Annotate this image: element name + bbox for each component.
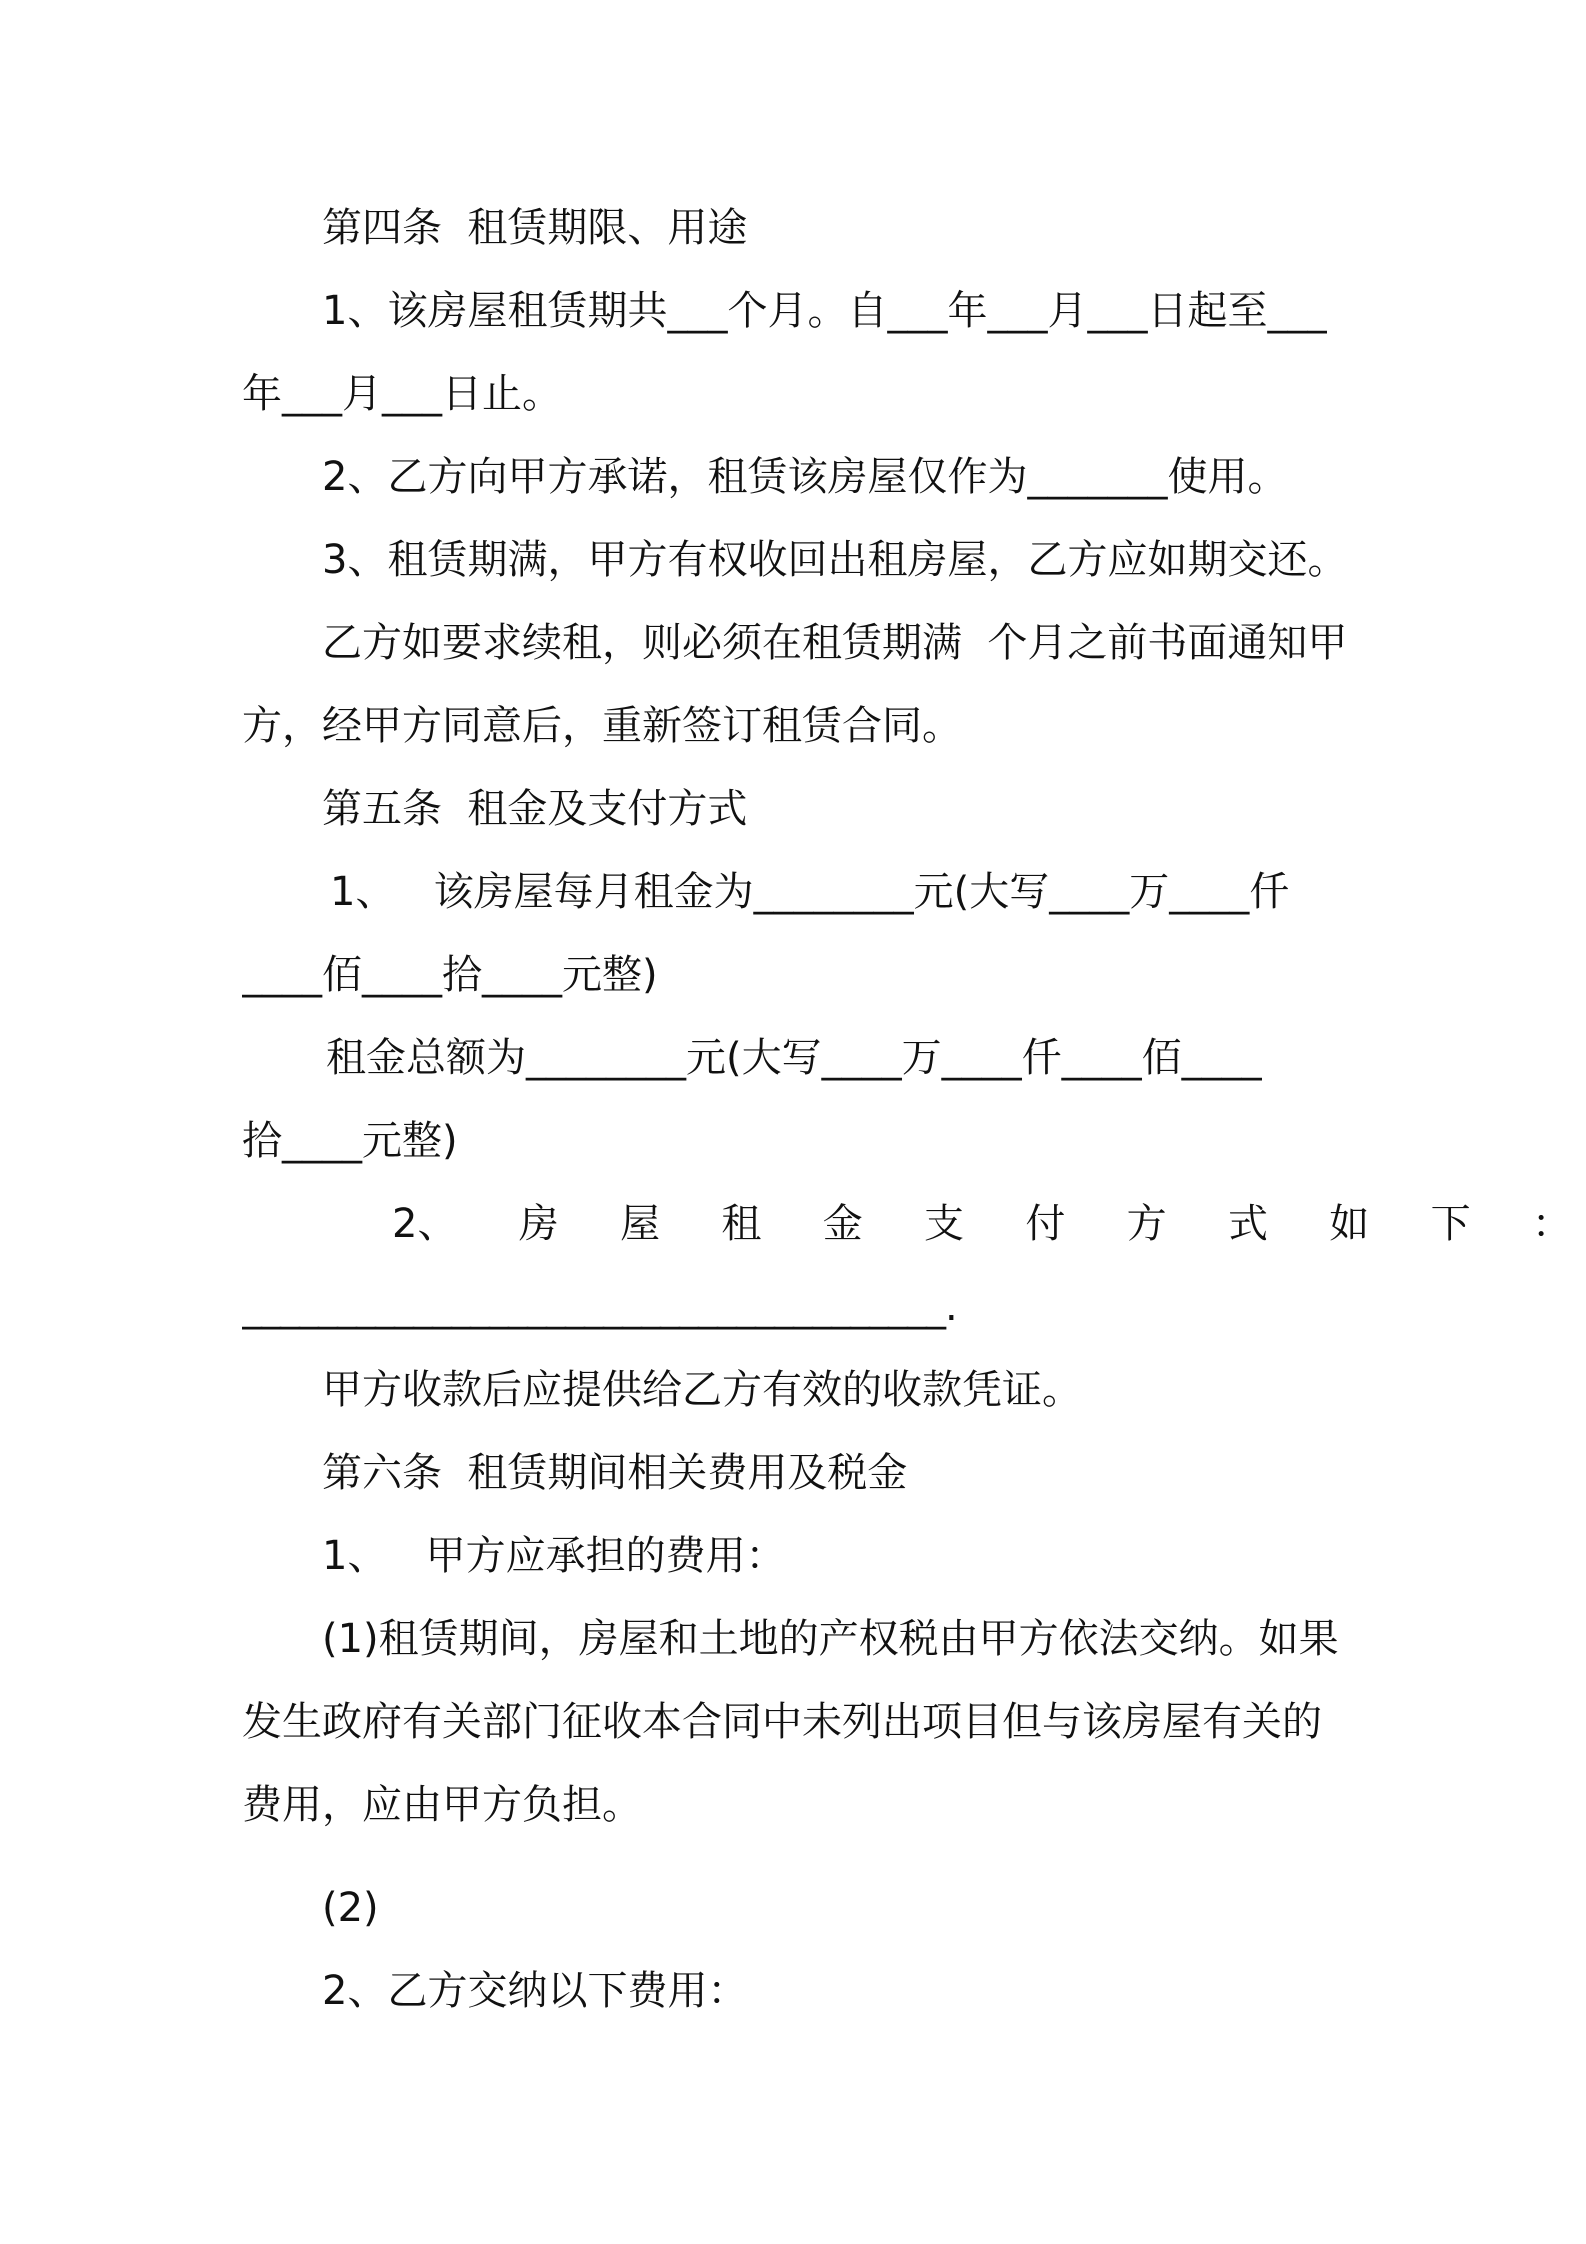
payment-method-char: 金	[822, 1201, 863, 1247]
clause-6-1: 1、 甲方应承担的费用：	[322, 1533, 786, 1579]
payment-method-line	[242, 1196, 1572, 1252]
clause-4-1-line-1: 1、该房屋租赁期共___个月。自___年___月___日起至___	[322, 288, 1328, 334]
total-rent-line-2: 拾____元整)	[242, 1118, 458, 1164]
clause-6-1-1-line-1: (1)租赁期间，房屋和土地的产权税由甲方依法交纳。如果	[322, 1616, 1339, 1662]
payment-method-char: 式	[1227, 1201, 1268, 1247]
receipt-clause: 甲方收款后应提供给乙方有效的收款凭证。	[322, 1367, 1082, 1413]
monthly-rent-line-2: ____佰____拾____元整)	[242, 952, 658, 998]
clause-6-2: 2、乙方交纳以下费用：	[322, 1968, 748, 2014]
payment-method-char: 租	[721, 1201, 762, 1247]
clause-4-2: 2、乙方向甲方承诺，租赁该房屋仅作为_______使用。	[322, 454, 1288, 500]
payment-method-blank: _____________________________________.	[242, 1284, 957, 1330]
payment-method-char: 屋	[620, 1201, 661, 1247]
clause-4-1-line-2: 年___月___日止。	[242, 371, 562, 417]
clause-6-1-1-line-3: 费用，应由甲方负担。	[242, 1782, 642, 1828]
payment-method-char: 下	[1430, 1201, 1471, 1247]
article-4-heading: 第四条 租赁期限、用途	[322, 205, 748, 251]
clause-6-1-2: (2)	[322, 1885, 379, 1931]
payment-method-char: 支	[924, 1201, 965, 1247]
payment-method-char: 房	[518, 1201, 559, 1247]
renewal-notice-line-2: 方，经甲方同意后，重新签订租赁合同。	[242, 703, 962, 749]
payment-method-char: 2、	[392, 1201, 458, 1247]
total-rent-line-1: 租金总额为________元(大写____万____仟____佰____	[326, 1035, 1262, 1081]
renewal-notice-line-1: 乙方如要求续租，则必须在租赁期满 个月之前书面通知甲	[322, 620, 1348, 666]
payment-method-char: ：	[1531, 1201, 1572, 1247]
payment-method-char: 如	[1329, 1201, 1370, 1247]
clause-6-1-1-line-2: 发生政府有关部门征收本合同中未列出项目但与该房屋有关的	[242, 1699, 1322, 1745]
payment-method-char: 付	[1025, 1201, 1066, 1247]
article-5-heading: 第五条 租金及支付方式	[322, 786, 748, 832]
article-6-heading: 第六条 租赁期间相关费用及税金	[322, 1450, 908, 1496]
clause-4-3: 3、租赁期满，甲方有权收回出租房屋，乙方应如期交还。	[322, 537, 1348, 583]
payment-method-char: 方	[1126, 1201, 1167, 1247]
monthly-rent-line-1: 1、 该房屋每月租金为________元(大写____万____仟	[330, 869, 1290, 915]
